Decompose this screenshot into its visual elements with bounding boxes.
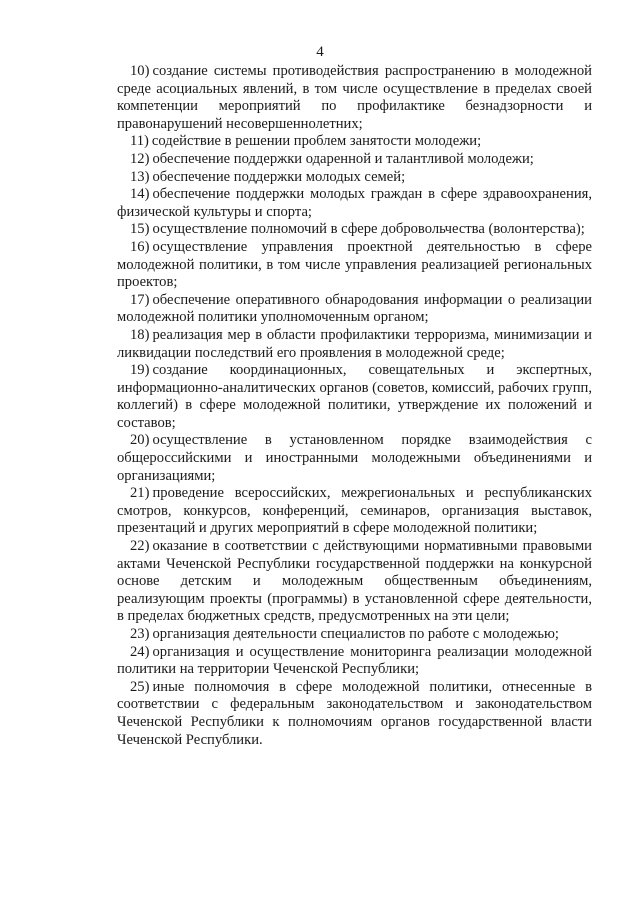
item-text: создание координационных, совещательных и экспертных, информационно-аналитических органов (советов, комиссий, рабочих групп, коллегий) в сфере молодежной политики, утверждение их положений и составов;: [117, 362, 592, 431]
list-item: [117, 362, 592, 432]
list-item: [117, 239, 592, 292]
item-text: организация деятельности специалистов по работе с молодежью;: [152, 626, 559, 642]
item-text: оказание в соответствии с действующими нормативными правовыми актами Чеченской Республики государственной поддержки на конкурсной основе детским и молодежным общественным объединениям, реализующим проекты (программы) в установленной сфере деятельности, в пределах бюджетных средств, предусмотренных на эти цели;: [117, 538, 592, 625]
item-number: 17): [130, 291, 150, 308]
item-text: организация и осуществление мониторинга реализации молодежной политики на территории Чеченской Республики;: [117, 643, 592, 678]
item-number: 13): [130, 168, 150, 185]
item-number: 22): [130, 538, 150, 555]
item-text: содействие в решении проблем занятости молодежи;: [151, 133, 482, 150]
item-text: обеспечение поддержки молодых семей;: [152, 168, 406, 185]
item-number: 10): [130, 63, 150, 79]
item-number: 18): [130, 326, 150, 343]
item-text: реализация мер в области профилактики терроризма, минимизации и ликвидации последствий его проявления в молодежной среде;: [117, 326, 592, 361]
item-text: осуществление в установленном порядке взаимодействия с общероссийскими и иностранными молодежными объединениями и организациями;: [117, 432, 592, 484]
list-item: [117, 644, 592, 679]
item-text: проведение всероссийских, межрегиональных и республиканских смотров, конкурсов, конференций, семинаров, организация выставок, презентаций и других мероприятий в сфере молодежной политики;: [117, 485, 592, 537]
list-item: [117, 221, 592, 239]
list-item: [117, 679, 592, 749]
item-number: 19): [130, 362, 150, 379]
list-item: [117, 327, 592, 362]
list-item: [117, 626, 592, 644]
item-number: 23): [130, 626, 150, 642]
list-item: [117, 186, 592, 221]
document-body: [117, 63, 592, 749]
item-number: 11): [130, 133, 149, 150]
item-number: 14): [130, 186, 150, 203]
list-item: [117, 432, 592, 485]
list-item: [117, 151, 592, 169]
item-text: осуществление полномочий в сфере добровольчества (волонтерства);: [152, 221, 585, 238]
list-item: [117, 538, 592, 626]
item-number: 20): [130, 432, 150, 449]
page-number: 4: [316, 44, 324, 60]
item-text: создание системы противодействия распространению в молодежной среде асоциальных явлений, в том числе осуществление в пределах своей компетенции мероприятий по профилактике безнадзорности и правонарушений несовершеннолетних;: [117, 63, 592, 132]
item-text: иные полномочия в сфере молодежной политики, отнесенные в соответствии с федеральным законодательством и законодательством Чеченской Республики к полномочиям органов государственной власти Чеченской Республики.: [117, 678, 592, 748]
list-item: [117, 63, 592, 133]
item-number: 15): [130, 221, 150, 238]
item-text: обеспечение поддержки молодых граждан в сфере здравоохранения, физической культуры и спорта;: [117, 186, 592, 220]
list-item: [117, 485, 592, 538]
item-text: осуществление управления проектной деятельностью в сфере молодежной политики, в том числе управления реализацией региональных проектов;: [117, 238, 592, 291]
item-text: обеспечение оперативного обнародования информации о реализации молодежной политики уполномоченным органом;: [117, 291, 592, 326]
item-number: 16): [130, 238, 150, 255]
item-number: 25): [130, 678, 150, 695]
item-number: 12): [130, 150, 150, 167]
list-item: [117, 133, 592, 151]
item-text: обеспечение поддержки одаренной и талантливой молодежи;: [152, 150, 534, 167]
item-number: 24): [130, 643, 150, 660]
item-number: 21): [130, 485, 150, 502]
list-item: [117, 169, 592, 187]
list-item: [117, 292, 592, 327]
